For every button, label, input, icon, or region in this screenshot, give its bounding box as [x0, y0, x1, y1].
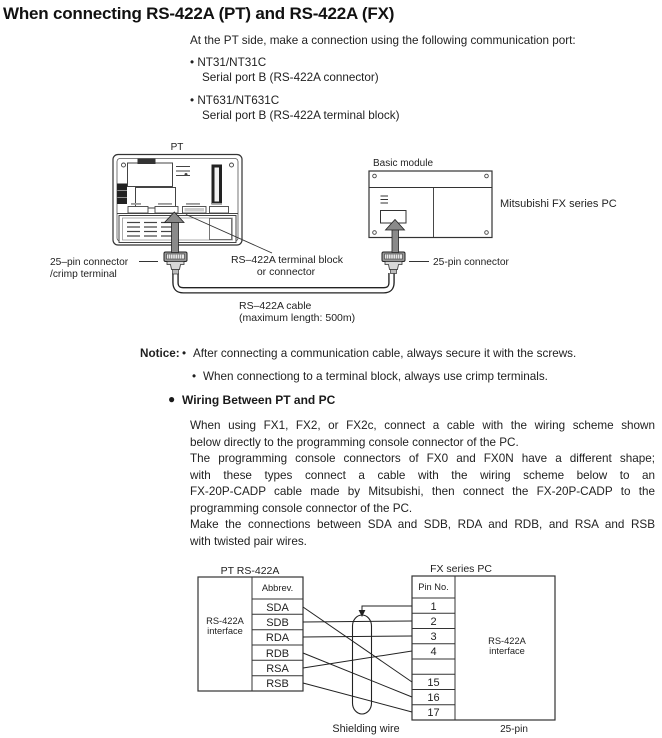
pc-label: Mitsubishi FX series PC — [500, 198, 617, 210]
signal-cell: RSB — [266, 678, 289, 690]
wire-SDB-to-pin2 — [303, 621, 412, 622]
paragraph-line: with twisted pair wires. — [190, 534, 307, 548]
signal-cell: RDB — [265, 648, 290, 660]
signal-cell: RSA — [266, 663, 289, 675]
notice-item: After connecting a communication cable, always secure it with the screws. — [193, 347, 577, 360]
left-connector-label: 25–pin connector — [50, 257, 129, 268]
db25-connector-right-icon — [382, 252, 405, 274]
bullet-icon: • — [182, 347, 187, 360]
terminal-block-icon — [117, 184, 127, 205]
bullet-icon: • — [190, 94, 195, 107]
pt-table-header: PT RS-422A — [220, 565, 280, 577]
section-heading: Wiring Between PT and PC — [182, 393, 336, 407]
pt-interface-label: RS-422A — [206, 616, 244, 626]
pin-cell: 15 — [427, 677, 440, 689]
port-description: Serial port B (RS-422A terminal block) — [202, 109, 400, 122]
fx-interface-label: RS-422A — [488, 636, 526, 646]
fx-table-header: FX series PC — [430, 563, 492, 575]
fx-interface-label-2: interface — [489, 646, 525, 656]
wire-SDA-to-pin15 — [303, 607, 412, 682]
wiring-diagram — [0, 555, 662, 738]
paragraph-line: with these types connect a cable with the wiring scheme below to an — [190, 468, 655, 482]
model-name: NT631/NT631C — [197, 94, 280, 107]
wire-RSB-to-pin17 — [303, 683, 412, 712]
wire-lines — [303, 607, 412, 712]
basic-module-label: Basic module — [373, 158, 434, 169]
abbrev-header-cell: Abbrev. — [261, 583, 294, 593]
pin-header-cell: Pin No. — [418, 582, 449, 592]
list-item-nt31 — [190, 55, 266, 70]
pin-cell: 16 — [427, 692, 440, 704]
paragraph-line: Make the connections between SDA and SDB, RDA and RDB, and RSA and RSB — [190, 518, 655, 531]
expansion-slot — [212, 165, 223, 205]
pin-cell: 17 — [427, 707, 440, 719]
paragraph-line: The programming console connectors of FX0 and FX0N have a different shape; — [190, 452, 655, 465]
signal-cell: RDA — [265, 632, 290, 644]
section-bullet-icon: ● — [168, 392, 176, 406]
signal-cell: SDA — [266, 602, 289, 614]
signal-cell: SDB — [266, 617, 289, 629]
notice-item: When connectiong to a terminal block, always use crimp terminals. — [203, 370, 548, 383]
pin-type-label: 25-pin — [500, 724, 528, 735]
pt-signal-table — [198, 577, 303, 691]
fx-pin-table — [412, 576, 555, 720]
basic-module — [369, 158, 617, 238]
pin-cell: 3 — [430, 631, 437, 643]
terminal-block-label: RS–422A terminal block — [230, 254, 344, 266]
device-connection-diagram — [0, 135, 662, 335]
notice-label: Notice: — [140, 347, 180, 360]
wire-RDA-to-pin3 — [303, 636, 412, 637]
cable-label-2: (maximum length: 500m) — [239, 312, 356, 324]
shield-wire-to-pin1 — [359, 606, 412, 617]
terminal-block-label-2: or connector — [256, 266, 316, 278]
list-item-nt631 — [190, 93, 279, 108]
shield-label: Shielding wire — [332, 723, 400, 735]
pin-cell: 2 — [430, 616, 437, 628]
pt-interface-label-2: interface — [207, 626, 243, 636]
page-title: When connecting RS-422A (PT) and RS-422A (FX) — [3, 4, 395, 23]
right-connector-label: 25-pin connector — [433, 257, 509, 268]
paragraph-line: below directly to the programming console connector of the PC. — [190, 435, 519, 449]
pin-cell: 4 — [430, 646, 437, 658]
left-connector-label-2: /crimp terminal — [50, 269, 117, 280]
cable-label: RS–422A cable — [239, 300, 312, 312]
intro-lead: At the PT side, make a connection using the following communication port: — [190, 34, 576, 47]
board-dot — [185, 173, 188, 176]
db25-connector-left-icon — [164, 252, 187, 274]
paragraph-line: When using FX1, FX2, or FX2c, connect a cable with the wiring scheme shown — [190, 419, 655, 432]
bullet-icon: • — [190, 56, 195, 69]
port-description: Serial port B (RS-422A connector) — [202, 71, 379, 84]
bullet-icon: • — [192, 370, 197, 383]
paragraph-line: FX-20P-CADP cable made by Mitsubishi, then connect the FX-20P-CADP to the — [190, 485, 655, 498]
model-name: NT31/NT31C — [197, 56, 267, 69]
pt-label: PT — [170, 142, 184, 153]
port-row — [128, 207, 229, 214]
pin-cell: 1 — [430, 601, 437, 613]
paragraph-line: programming console connector of the PC. — [190, 501, 413, 515]
